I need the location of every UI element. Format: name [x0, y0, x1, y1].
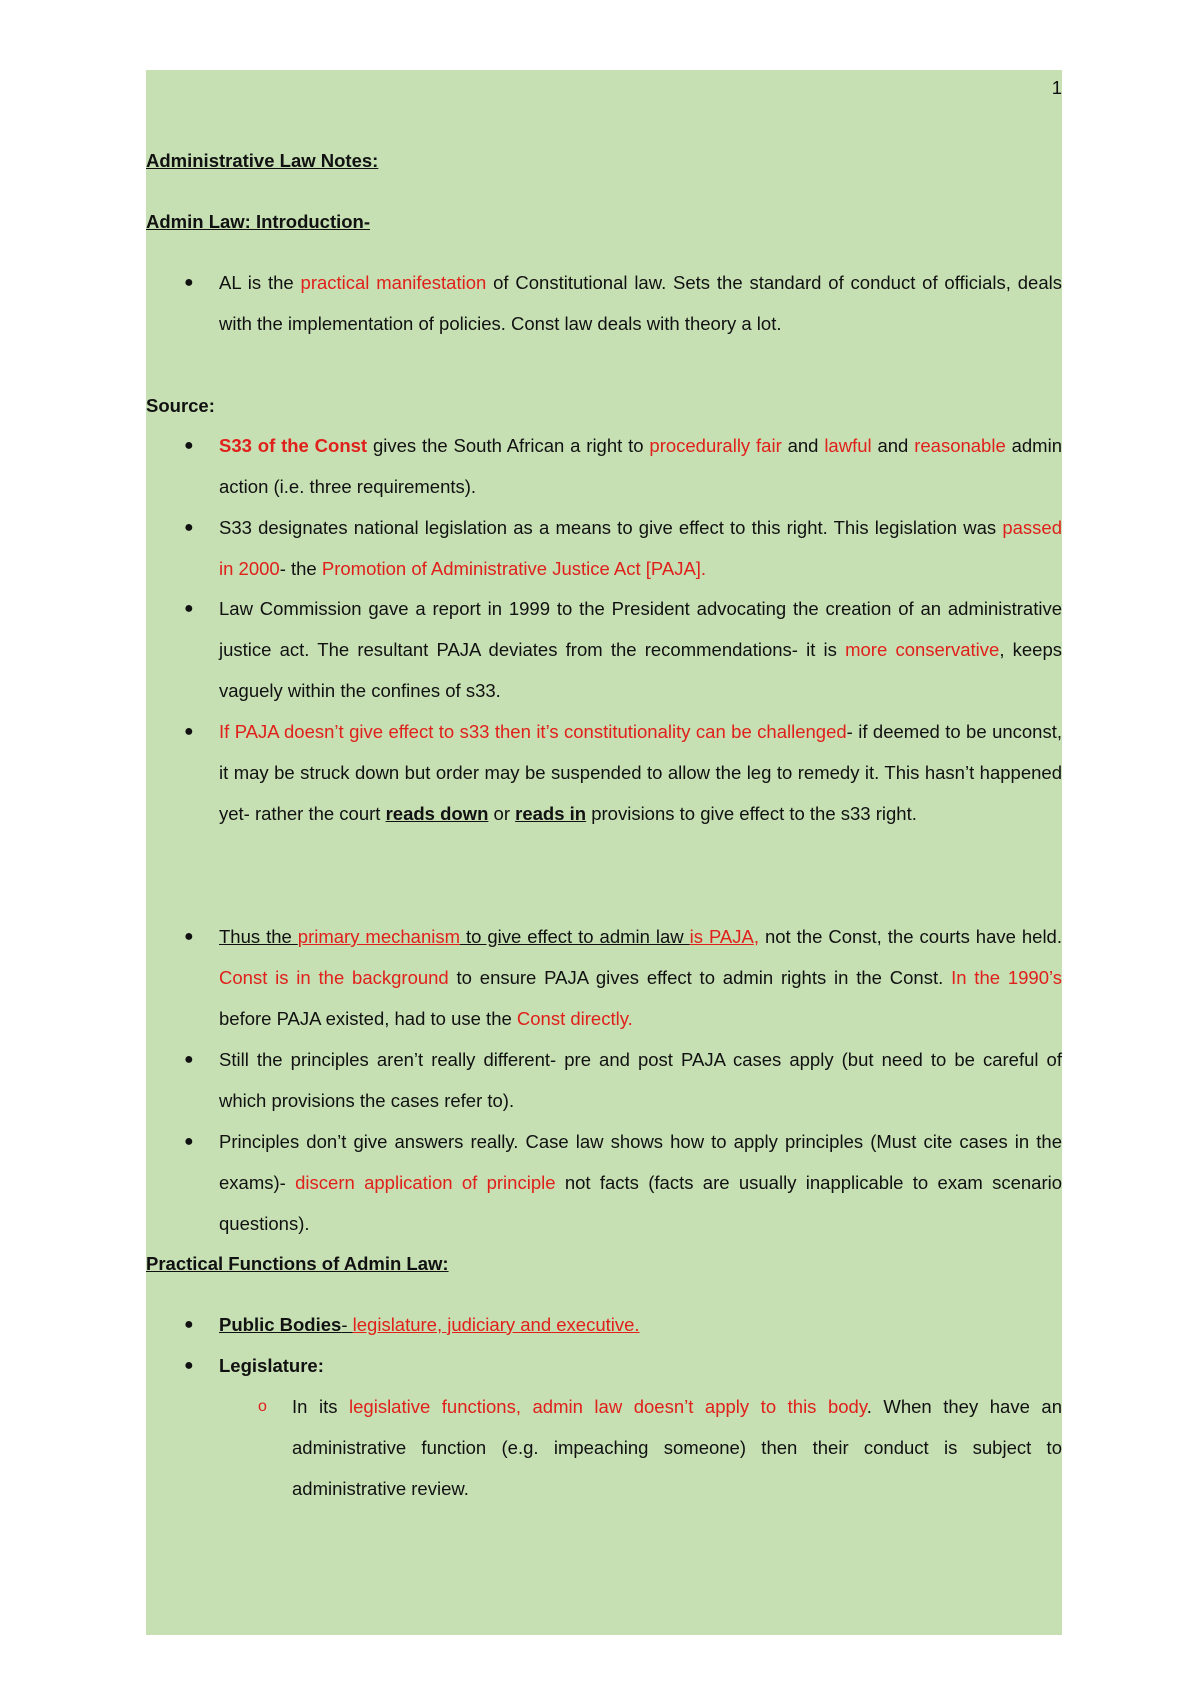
- bullet-icon: ●: [184, 1133, 194, 1150]
- bullet-icon: ●: [184, 519, 194, 536]
- source-heading: Source:: [146, 395, 215, 416]
- source-bullet-2: [146, 507, 1062, 589]
- bullet-text: AL is the practical manifestation of Constitutional law. Sets the standard of conduct of officials, deals with the implementation of policies. Const law deals with theory a lot.: [219, 272, 1062, 334]
- source-bullet-4: [146, 711, 1062, 834]
- sub-bullet-text: In its legislative functions, admin law doesn’t apply to this body. When they have an administrative function (e.g. impeaching someone) then their conduct is subject to administrative review.: [292, 1396, 1062, 1499]
- functions-heading: Practical Functions of Admin Law:: [146, 1253, 449, 1274]
- bullet-text: Still the principles aren’t really different- pre and post PAJA cases apply (but need to be careful of which provisions the cases refer to).: [219, 1049, 1062, 1111]
- page-number: 1: [1051, 77, 1062, 98]
- bullet-text: S33 designates national legislation as a means to give effect to this right. This legislation was passed in 2000- the Promotion of Administrative Justice Act [PAJA].: [219, 517, 1062, 579]
- source-bullet-3: [146, 588, 1062, 711]
- intro-bullet-1: [146, 262, 1062, 344]
- bullet-icon: ●: [184, 928, 194, 945]
- document-title: Administrative Law Notes:: [146, 150, 379, 171]
- functions-bullet-2: [146, 1345, 1062, 1386]
- bullet-icon: ●: [184, 1316, 194, 1333]
- bullet-icon: ●: [184, 274, 194, 291]
- bullet-icon: ●: [184, 437, 194, 454]
- source-bullet-7: [146, 1121, 1062, 1244]
- bullet-text: Legislature:: [219, 1355, 324, 1376]
- bullet-icon: ●: [184, 1051, 194, 1068]
- bullet-icon: ●: [184, 1357, 194, 1374]
- source-bullet-1: [146, 425, 1062, 507]
- bullet-text: Law Commission gave a report in 1999 to the President advocating the creation of an administrative justice act. The resultant PAJA deviates from the recommendations- it is more conservative, keeps vaguely within the confines of s33.: [219, 598, 1063, 701]
- circle-bullet-icon: o: [258, 1398, 267, 1415]
- bullet-text: If PAJA doesn’t give effect to s33 then it’s constitutionality can be challenged- if deemed to be unconst, it may be struck down but order may be suspended to allow the leg to remedy it. This hasn’t happened yet- rather the court reads down or reads in provisions to give effect to the s33 right.: [219, 721, 1062, 824]
- bullet-text: Thus the primary mechanism to give effect to admin law is PAJA, not the Const, the courts have held. Const is in the background to ensure PAJA gives effect to admin rights in the Const. In the 1990’s before PAJA existed, had to use the Const directly.: [219, 926, 1063, 1029]
- functions-sub-bullet-1: [146, 1386, 1062, 1509]
- bullet-icon: ●: [184, 600, 194, 617]
- source-bullet-5: [146, 916, 1062, 1039]
- bullet-text: Principles don’t give answers really. Case law shows how to apply principles (Must cite cases in the exams)- discern application of principle not facts (facts are usually inapplicable to exam scenario questions).: [219, 1131, 1063, 1234]
- source-bullet-6: [146, 1039, 1062, 1121]
- bullet-icon: ●: [184, 723, 194, 740]
- intro-heading: Admin Law: Introduction-: [146, 211, 371, 232]
- bullet-text: S33 of the Const gives the South African a right to procedurally fair and lawful and reasonable admin action (i.e. three requirements).: [219, 435, 1062, 497]
- functions-bullet-1: [146, 1304, 1062, 1345]
- bullet-text: Public Bodies- legislature, judiciary and executive.: [219, 1314, 640, 1335]
